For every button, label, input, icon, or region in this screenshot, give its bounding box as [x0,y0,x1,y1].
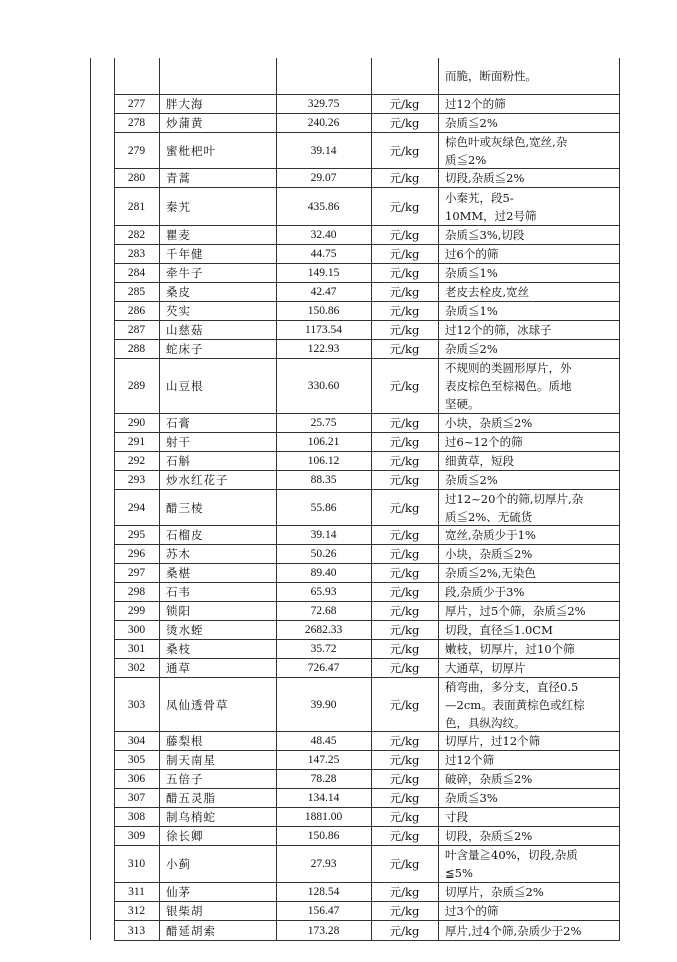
cell-unit: 元/kg [389,661,420,675]
row-divider [114,187,620,188]
cell-unit: 元/kg [389,285,420,299]
row-divider [114,826,620,827]
cell-spec: 细黄草，短段 [445,454,514,468]
cell-spec: 大通草，切厚片 [445,661,526,675]
cell-spec: 杂质≦3%,切段 [445,228,525,242]
cell-spec: 杂质≦2% [445,342,498,356]
cell-price: 89.40 [310,567,337,579]
cell-unit: 元/kg [389,791,420,805]
cell-unit: 元/kg [389,547,420,561]
cell-price: 128.54 [307,886,340,898]
cell-price: 329.75 [307,98,340,110]
cell-spec: 过6个的筛 [445,247,499,261]
cell-name: 徐长卿 [166,829,204,843]
cell-name: 桑椹 [166,566,191,580]
cell-name: 射干 [166,435,191,449]
cell-unit: 元/kg [389,342,420,356]
row-divider [114,769,620,770]
cell-unit: 元/kg [389,416,420,430]
row-divider [114,620,620,621]
cell-price: 32.40 [310,229,337,241]
cell-unit: 元/kg [389,772,420,786]
cell-number: 279 [127,144,146,157]
cell-name: 胖大海 [166,97,204,111]
cell-number: 303 [127,698,146,711]
row-divider [114,525,620,526]
cell-unit: 元/kg [389,753,420,767]
cell-unit: 元/kg [389,228,420,242]
cell-number: 294 [127,501,146,514]
cell-price: 29.07 [310,172,337,184]
cell-price: 726.47 [307,662,340,674]
row-divider [114,432,620,433]
cell-number: 311 [128,886,145,898]
cell-price: 55.86 [310,501,337,514]
cell-unit: 元/kg [389,116,420,130]
cell-spec: 过12~20个的筛,切厚片,杂 质≦2%、无硫货 [445,491,584,524]
cell-unit: 元/kg [389,642,420,656]
cell-name: 醋延胡索 [166,923,216,938]
cell-spec: 切段，杂质≦2% [445,829,533,843]
cell-name: 芡实 [166,304,191,318]
row-divider [114,301,620,302]
column-divider [114,58,115,940]
cell-name: 石斛 [166,454,191,468]
cell-number: 296 [127,548,146,560]
cell-price: 39.14 [310,144,337,157]
cell-number: 300 [127,624,146,636]
cell-number: 289 [127,380,146,392]
cell-unit: 元/kg [389,473,420,487]
cell-name: 千年健 [166,247,204,261]
cell-unit: 元/kg [389,171,420,185]
row-divider [114,563,620,564]
cell-spec: 杂质≦2% [445,116,498,130]
row-divider [114,263,620,264]
row-divider [114,132,620,133]
cell-price: 65.93 [310,586,337,598]
row-divider [114,168,620,169]
row-divider [114,677,620,678]
cell-unit: 元/kg [389,885,420,899]
cell-name: 瞿麦 [166,228,191,242]
column-divider [90,58,91,940]
cell-name: 藤梨根 [166,734,204,748]
cell-spec: 段,杂质少于3% [445,585,525,599]
cell-number: 309 [127,830,146,842]
cell-name: 五倍子 [166,772,204,786]
cell-price: 106.21 [307,436,340,448]
cell-unit: 元/kg [389,810,420,824]
cell-spec: 不规则的类圆形厚片，外 表皮棕色至棕褐色。质地 坚硬。 [445,361,572,411]
row-divider [114,845,620,846]
cell-name: 制乌梢蛇 [166,810,216,824]
cell-name: 烫水蛭 [166,623,204,637]
cell-unit: 元/kg [389,697,420,712]
cell-spec: 厚片，过5个筛，杂质≦2% [445,604,586,618]
row-divider [114,658,620,659]
cell-unit: 元/kg [389,857,420,871]
cell-number: 305 [127,754,146,766]
row-divider [114,940,620,941]
column-divider [159,58,160,940]
cell-unit: 元/kg [389,199,420,214]
cell-number: 308 [127,811,146,823]
cell-unit: 元/kg [389,97,420,111]
cell-number: 307 [127,792,146,804]
row-divider [114,807,620,808]
cell-name: 通草 [166,661,191,675]
cell-number: 299 [127,605,146,617]
cell-spec: 杂质≦3% [445,791,498,805]
cell-number: 285 [127,286,146,298]
cell-name: 山慈菇 [166,323,204,337]
cell-unit: 元/kg [389,266,420,280]
cell-price: 149.15 [307,267,340,279]
row-divider [114,113,620,114]
cell-price: 35.72 [310,643,337,655]
cell-spec: 小秦艽，段5- 10MM，过2号筛 [445,190,537,223]
cell-unit: 元/kg [389,143,420,158]
row-divider [114,413,620,414]
row-divider [114,320,620,321]
cell-spec: 杂质≦2% [445,473,498,487]
row-divider [114,882,620,883]
cell-unit: 元/kg [389,435,420,449]
cell-name: 蜜枇杷叶 [166,143,216,158]
cell-unit: 元/kg [389,247,420,261]
cell-price: 156.47 [307,905,340,917]
cell-unit: 元/kg [389,604,420,618]
cell-name: 石韦 [166,585,191,599]
cell-spec: 过3个的筛 [445,904,499,918]
row-divider [114,544,620,545]
cell-unit: 元/kg [389,734,420,748]
cell-unit: 元/kg [389,528,420,542]
column-divider [371,58,372,940]
cell-spec: 叶含量≧40%，切段,杂质 ≦5% [445,848,578,880]
cell-number: 288 [127,343,146,355]
cell-number: 298 [127,586,146,598]
cell-name: 石榴皮 [166,528,204,542]
cell-spec: 小块，杂质≦2% [445,547,533,561]
row-divider [114,788,620,789]
cell-spec: 厚片,过4个筛,杂质少于2% [445,923,582,938]
cell-unit: 元/kg [389,566,420,580]
row-divider [114,901,620,902]
cell-price: 1173.54 [305,324,342,336]
cell-unit: 元/kg [389,923,420,938]
cell-unit: 元/kg [389,379,420,393]
row-divider [114,470,620,471]
cell-number: 287 [127,324,146,336]
cell-price: 173.28 [307,924,340,937]
cell-price: 44.75 [310,248,337,260]
cell-price: 147.25 [307,754,340,766]
column-divider [438,58,439,940]
cell-unit: 元/kg [389,304,420,318]
cell-name: 醋五灵脂 [166,791,216,805]
cell-name: 炒蒲黄 [166,116,204,130]
cell-number: 277 [127,98,146,110]
cell-spec: 切段，直径≦1.0CM [445,623,553,637]
row-divider [114,451,620,452]
cell-spec: 嫩枝，切厚片，过10个筛 [445,642,575,656]
column-divider [619,58,620,940]
cell-name: 牵牛子 [166,266,204,280]
cell-spec: 切段,杂质≦2% [445,171,525,185]
cell-unit: 元/kg [389,500,420,515]
row-divider [114,244,620,245]
cell-spec: 过12个的筛 [445,97,506,111]
cell-spec: 切厚片，过12个筛 [445,734,541,748]
row-divider [114,358,620,359]
cell-name: 醋三棱 [166,500,204,515]
cell-number: 306 [127,773,146,785]
cell-number: 284 [127,267,146,279]
row-divider [114,582,620,583]
cell-name: 锁阳 [166,604,191,618]
cell-price: 106.12 [307,455,340,467]
cell-spec: 过6~12个的筛 [445,435,523,449]
cell-name: 银柴胡 [166,904,204,918]
cell-unit: 元/kg [389,829,420,843]
cell-price: 435.86 [307,200,340,213]
cell-price: 122.93 [307,343,340,355]
row-divider [114,601,620,602]
cell-price: 39.14 [310,529,337,541]
cell-price: 240.26 [307,117,340,129]
cell-name: 小蓟 [166,857,191,871]
cell-name: 仙茅 [166,885,191,899]
cell-number: 282 [127,229,146,241]
cell-spec: 破碎，杂质≦2% [445,772,533,786]
cell-number: 278 [127,117,146,129]
row-divider [114,920,620,921]
cell-price: 88.35 [310,474,337,486]
cell-number: 304 [127,735,146,747]
cell-number: 292 [127,455,146,467]
cell-spec: 寸段 [445,810,468,824]
cell-name: 蛇床子 [166,342,204,356]
cell-unit: 元/kg [389,585,420,599]
cell-spec: 杂质≦1% [445,304,498,318]
cell-number: 313 [127,924,146,937]
cell-number: 312 [127,905,146,917]
cell-spec: 宽丝,杂质少于1% [445,528,536,542]
cell-name: 桑枝 [166,642,191,656]
cell-number: 297 [127,567,146,579]
cell-number: 295 [127,529,146,541]
cell-number: 281 [127,200,146,213]
cell-number: 290 [127,417,146,429]
cell-price: 25.75 [310,417,337,429]
cell-number: 280 [127,172,146,184]
cell-name: 山豆根 [166,379,204,393]
cell-name: 青蒿 [166,171,191,185]
cell-name: 秦艽 [166,199,191,214]
cell-number: 286 [127,305,146,317]
row-divider [114,94,620,95]
cell-number: 291 [127,436,146,448]
row-divider [114,339,620,340]
cell-price: 150.86 [307,830,340,842]
cell-spec: 过12个的筛，冰球子 [445,323,552,337]
cell-price: 1881.00 [304,811,343,823]
cell-spec: 稍弯曲，多分支，直径0.5 —2cm。表面黄棕色或红棕 色，具纵沟纹。 [445,679,585,730]
cell-price: 27.93 [310,858,337,870]
row-divider [114,225,620,226]
cell-spec: 切厚片，杂质≦2% [445,885,544,899]
cell-price: 50.26 [310,548,337,560]
cell-number: 301 [127,643,146,655]
cell-unit: 元/kg [389,904,420,918]
cell-number: 302 [127,662,146,674]
cell-unit: 元/kg [389,323,420,337]
row-divider [114,282,620,283]
cell-price: 72.68 [310,605,337,617]
cell-price: 2682.33 [304,624,343,636]
cell-spec: 老皮去栓皮,宽丝 [445,285,530,299]
continued-spec-fragment: 而脆，断面粉性。 [445,69,537,83]
cell-price: 150.86 [307,305,340,317]
cell-spec: 过12个筛 [445,753,495,767]
cell-unit: 元/kg [389,454,420,468]
column-divider [276,58,277,940]
cell-name: 炒水红花子 [166,473,229,487]
cell-number: 293 [127,474,146,486]
cell-spec: 杂质≦2%,无染色 [445,566,536,580]
row-divider [114,489,620,490]
cell-price: 48.45 [310,735,337,747]
cell-name: 苏木 [166,547,191,561]
cell-price: 42.47 [310,286,337,298]
cell-spec: 棕色叶或灰绿色,宽丝,杂 质≦2% [445,134,568,167]
cell-name: 凤仙透骨草 [166,697,229,712]
cell-price: 78.28 [310,773,337,785]
cell-name: 制天南星 [166,753,216,767]
cell-number: 310 [127,858,146,870]
row-divider [114,750,620,751]
cell-spec: 小块，杂质≦2% [445,416,533,430]
cell-name: 石膏 [166,416,191,430]
cell-name: 桑皮 [166,285,191,299]
cell-price: 134.14 [307,792,340,804]
cell-number: 283 [127,248,146,260]
row-divider [114,731,620,732]
cell-spec: 杂质≦1% [445,266,498,280]
cell-price: 330.60 [307,380,340,392]
cell-price: 39.90 [310,698,337,711]
row-divider [114,639,620,640]
cell-unit: 元/kg [389,623,420,637]
